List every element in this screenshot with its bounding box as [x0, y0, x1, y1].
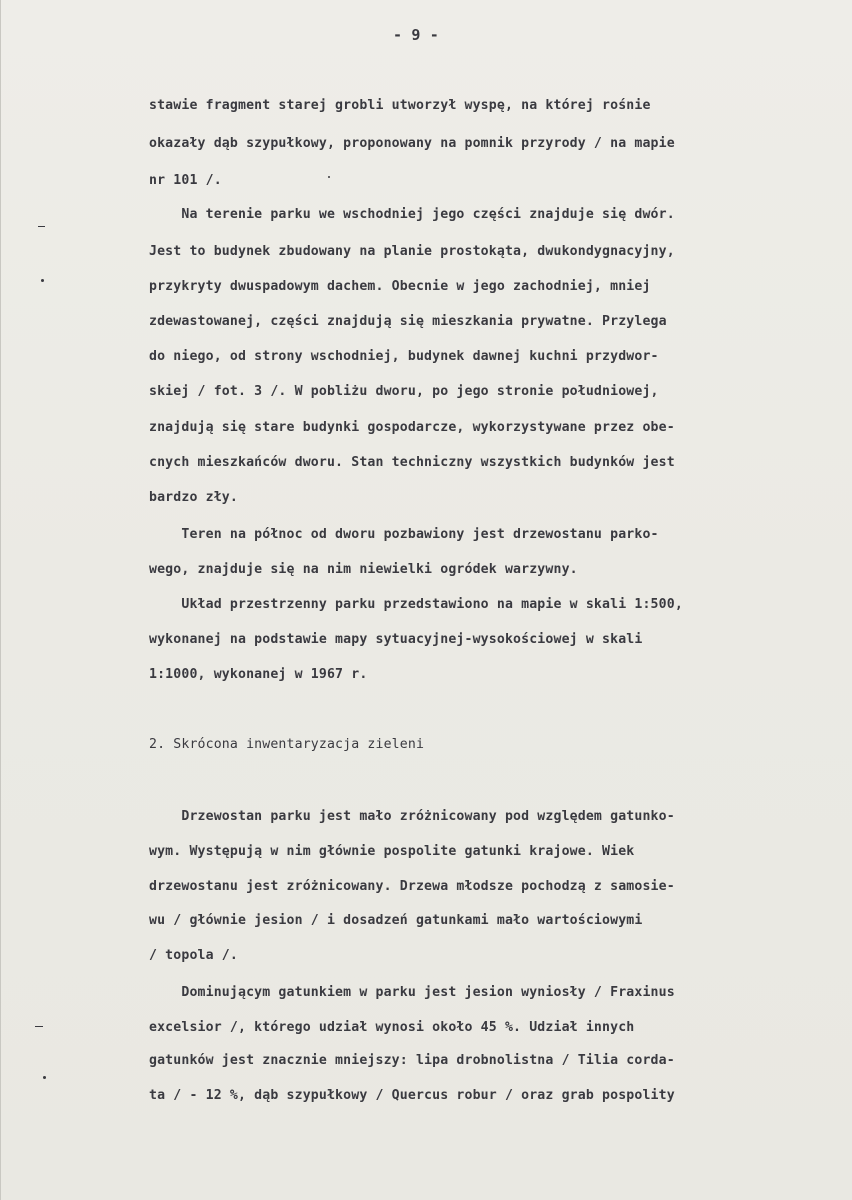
- text-line: / topola /.: [149, 948, 238, 963]
- text-line: zdewastowanej, części znajdują się mieszkania prywatne. Przylega: [149, 314, 667, 329]
- text-line: Układ przestrzenny parku przedstawiono na mapie w skali 1:500,: [149, 597, 683, 612]
- margin-mark: [328, 176, 330, 178]
- text-line: gatunków jest znacznie mniejszy: lipa drobnolistna / Tilia corda-: [149, 1053, 675, 1068]
- text-line: do niego, od strony wschodniej, budynek dawnej kuchni przydwor-: [149, 349, 659, 364]
- text-line: bardzo zły.: [149, 490, 238, 505]
- margin-mark: [41, 279, 44, 282]
- margin-mark: [43, 1076, 46, 1079]
- text-line: nr 101 /.: [149, 173, 222, 188]
- text-line: wym. Występują w nim głównie pospolite gatunki krajowe. Wiek: [149, 844, 635, 859]
- text-line: Dominującym gatunkiem w parku jest jesion wyniosły / Fraxinus: [149, 985, 675, 1000]
- text-line: wykonanej na podstawie mapy sytuacyjnej-wysokościowej w skali: [149, 632, 643, 647]
- page-number: - 9 -: [393, 26, 439, 44]
- text-line: excelsior /, którego udział wynosi około 45 %. Udział innych: [149, 1020, 635, 1035]
- margin-mark: [38, 226, 45, 227]
- text-line: Drzewostan parku jest mało zróżnicowany pod względem gatunko-: [149, 809, 675, 824]
- text-line: Na terenie parku we wschodniej jego części znajduje się dwór.: [149, 207, 675, 222]
- text-line: skiej / fot. 3 /. W pobliżu dworu, po jego stronie południowej,: [149, 384, 659, 399]
- text-line: wego, znajduje się na nim niewielki ogródek warzywny.: [149, 562, 578, 577]
- text-line: przykryty dwuspadowym dachem. Obecnie w jego zachodniej, mniej: [149, 279, 651, 294]
- text-line: wu / głównie jesion / i dosadzeń gatunkami mało wartościowymi: [149, 913, 643, 928]
- text-line: ta / - 12 %, dąb szypułkowy / Quercus robur / oraz grab pospolity: [149, 1088, 675, 1103]
- text-line: drzewostanu jest zróżnicowany. Drzewa młodsze pochodzą z samosie-: [149, 879, 675, 894]
- text-line: 1:1000, wykonanej w 1967 r.: [149, 667, 368, 682]
- text-line: Teren na północ od dworu pozbawiony jest drzewostanu parko-: [149, 527, 659, 542]
- text-line: cnych mieszkańców dworu. Stan techniczny wszystkich budynków jest: [149, 455, 675, 470]
- text-line: stawie fragment starej grobli utworzył wyspę, na której rośnie: [149, 98, 651, 113]
- text-line: znajdują się stare budynki gospodarcze, wykorzystywane przez obe-: [149, 420, 675, 435]
- section-heading: 2. Skrócona inwentaryzacja zieleni: [149, 737, 425, 752]
- margin-mark: [35, 1026, 43, 1027]
- text-line: okazały dąb szypułkowy, proponowany na pomnik przyrody / na mapie: [149, 136, 675, 151]
- text-line: Jest to budynek zbudowany na planie prostokąta, dwukondygnacyjny,: [149, 244, 675, 259]
